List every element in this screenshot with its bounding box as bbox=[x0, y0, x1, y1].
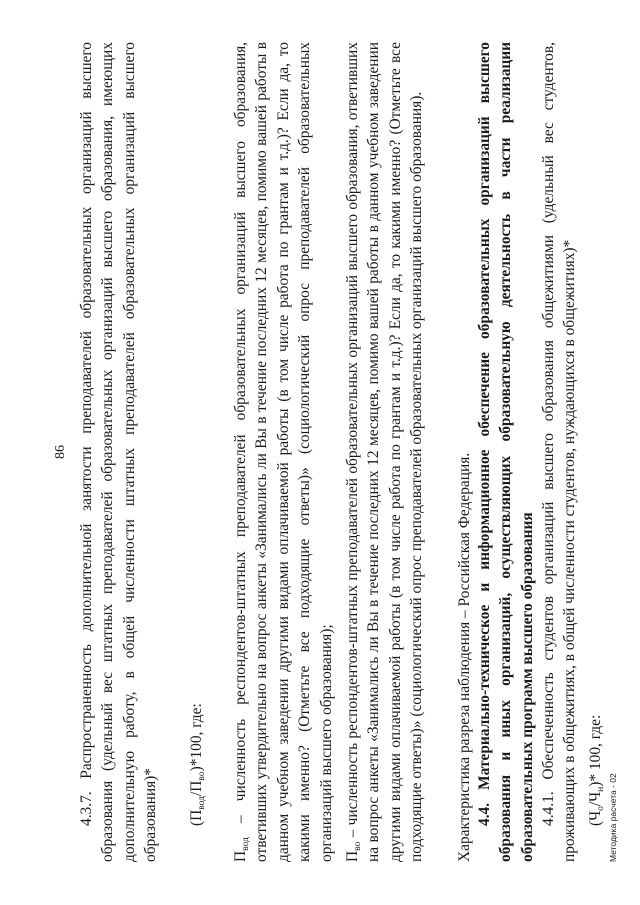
definition-p-vo: $П_{во}$ – численность респондентов-штатных преподавателей образовательных организаций высшего образования, ответивших на вопрос анкеты «Занимались ли Вы в течение последних 12 месяцев, помимо вашей работы в данном учебном заведении другими видами оплачиваемой работы (в том числе работа по грантам и т.д.)? Если да, то какими именно? (Отметьте все подходящие ответы)» (социологический опрос преподавателей образовательных организаций высшего образования). bbox=[344, 42, 426, 862]
characteristic-line: Характеристика разреза наблюдения – Российская Федерация. bbox=[456, 452, 473, 862]
definition-p-vod: $П_{вод}$ – численность респондентов-штатных преподавателей образовательных организаций высшего образования, ответивших утвердительно на вопрос анкеты «Занимались ли Вы в течение последних 12 месяцев, помимо вашей работы в данном учебном заведении другими видами оплачиваемой работы (в том числе работа по грантам и т.д.)? Если да, то какими именно? (Отметьте все подходящие ответы)» (социологический опрос преподавателей образовательных организаций высшего образования); bbox=[232, 42, 335, 862]
section-4-3-7: 4.3.7. Распространенность дополнительной занятости преподавателей образовательных организаций высшего образования (удельный вес штатных преподавателей образовательных организаций высшего образования, имеющих дополнительную работу, в общей численности штатных преподавателей образовательных организаций высшего образования)* bbox=[78, 42, 160, 862]
rotated-page bbox=[50, 42, 618, 862]
formula-1: $(П_{вод}/П_{во})*100$, где: bbox=[188, 703, 207, 826]
footer-note: Методика расчета - 02 bbox=[608, 773, 618, 862]
section-4-4-heading: 4.4. Материально-техническое и информационное обеспечение образовательных организаций высшего образования и иных организаций, осуществляющих образовательную деятельность в части реализации образовательных программ высшего образования bbox=[476, 42, 536, 862]
section-4-4-1: 4.4.1. Обеспеченность студентов организаций высшего образования общежитиями (удельный вес студентов, проживающих в общежитиях, в общей численности студентов, нуждающихся в общежитиях)* bbox=[540, 42, 579, 862]
formula-2: $(Ч_о/Ч_н)*$ 100, где: bbox=[587, 714, 606, 826]
page-number: 86 bbox=[53, 445, 68, 459]
